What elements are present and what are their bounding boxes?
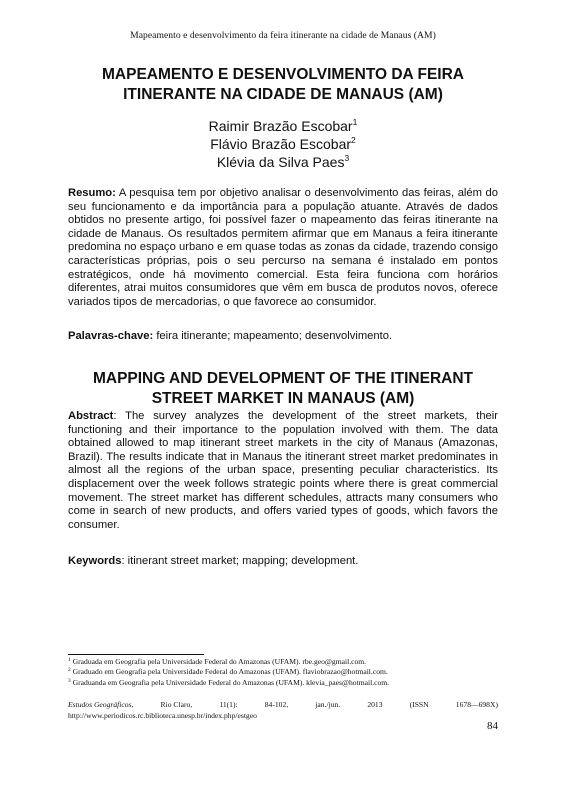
resumo-text: A pesquisa tem por objetivo analisar o desenvolvimento das feiras, além do seu funcionamento e da importância para a população atuante. Através de dados obtidos no presente artigo, foi possível fazer o mapeamento das feiras itinerante na cidade de Manaus. Os resultados permitem afirmar que em Manaus a feira itinerante predomina no espaço urbano e em quase todas as zonas da cidade, trazendo consigo características próprias, pois o seu percurso na semana é instalado em pontos estratégicos, onde há movimento comercial. Esta feira funciona com horários diferentes, atrai muitos consumidores que vêm em busca de produtos novos, oferece variados tipos de mercadorias, o que favorece ao consumidor. <box>68 187 498 308</box>
palavras-chave-label: Palavras-chave: <box>68 330 154 342</box>
keywords-text: : itinerant street market; mapping; development. <box>121 555 359 567</box>
title-english <box>70 369 496 409</box>
title-en-line2: STREET MARKET IN MANAUS (AM) <box>151 390 415 407</box>
author-3-mark: 3 <box>344 153 350 163</box>
running-head: Mapeamento e desenvolvimento da feira itinerante na cidade de Manaus (AM) <box>130 30 436 41</box>
author-1: Raimir Brazão Escobar$^1$ <box>208 117 358 134</box>
author-3: Klévia da Silva Paes$^3$ <box>216 153 350 170</box>
author-2-mark: 2 <box>351 135 356 145</box>
abstract-text: : The survey analyzes the development of the street markets, their functioning and their importance to the population involved with them. The data obtained allowed to map itinerant street markets in the city of Manaus (Amazonas, Brazil). The results indicate that in Manaus the itinerant street market predominates in almost all the regions of the urban space, presenting peculiar characteristics. Its displacement over the week follows strategic points where there is great commercial movement. The street market has different schedules, attracts many consumers who come in search of new products, and offers varied types of goods, which favors the consumer. <box>68 410 498 531</box>
resumo-label: Resumo: <box>68 187 116 199</box>
palavras-chave-text: feira itinerante; mapeamento; desenvolvimento. <box>156 330 393 342</box>
page-number: 84 <box>487 720 498 732</box>
author-1-mark: 1 <box>352 117 358 127</box>
title-portuguese <box>70 65 496 105</box>
journal-url[interactable]: http://www.periodicos.rc.biblioteca.unesp.br/index.php/estgeo <box>68 710 257 720</box>
author-list <box>0 117 566 171</box>
abstract-paragraph <box>68 410 498 532</box>
author-2: Flávio Brazão Escobar$^2$ <box>210 135 356 152</box>
title-pt-line1: MAPEAMENTO E DESENVOLVIMENTO DA FEIRA <box>102 66 464 83</box>
journal-citation <box>68 700 498 721</box>
abstract-label: Abstract <box>68 410 114 422</box>
footnotes <box>68 657 498 688</box>
footnote-1: $^1$ Graduada em Geografia pela Universidade Federal do Amazonas (UFAM). rbe.geo@gmail.com. <box>68 657 367 666</box>
footnote-3: $^3$ Graduanda em Geografia pela Universidade Federal do Amazonas (UFAM). klevia_paes@hotmail.com. <box>68 677 390 687</box>
title-en-line1: MAPPING AND DEVELOPMENT OF THE ITINERANT <box>92 370 474 387</box>
footnote-divider <box>68 654 204 655</box>
keywords-label: Keywords <box>68 555 122 567</box>
palavras-chave-paragraph <box>68 330 498 344</box>
keywords-paragraph <box>68 555 498 569</box>
title-pt-line2: ITINERANTE NA CIDADE DE MANAUS (AM) <box>123 86 443 103</box>
resumo-paragraph <box>68 187 498 309</box>
journal-citation-line: Estudos Geográficos, Rio Claro, 11(1): 84-102, jan./jun. 2013 (ISSN 1678—698X) <box>68 700 498 709</box>
footnote-2: $^2$ Graduado em Geografia pela Universidade Federal do Amazonas (UFAM). flaviobrazao@hotmail.com. <box>68 667 388 677</box>
journal-name: Estudos Geográficos, <box>68 700 134 709</box>
